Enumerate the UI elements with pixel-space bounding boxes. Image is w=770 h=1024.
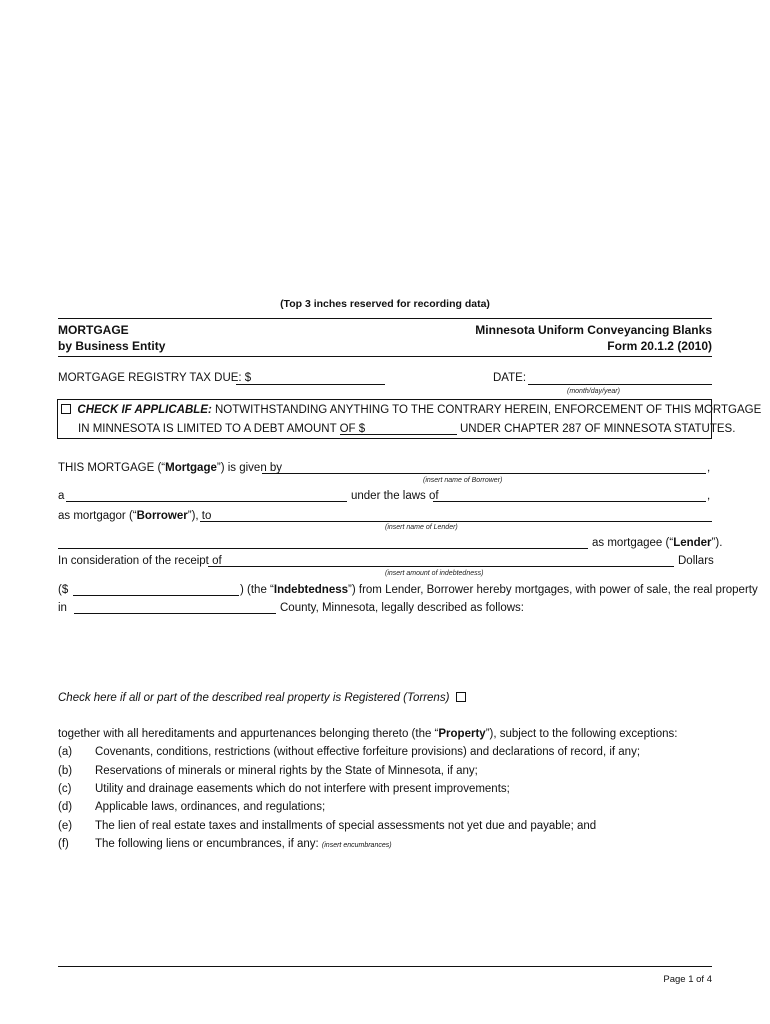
exception-letter: (b)	[58, 765, 73, 777]
debt-limit-text2b: UNDER CHAPTER 287 OF MINNESOTA STATUTES.	[460, 423, 736, 435]
mortgagor-label	[58, 510, 211, 522]
check-applicable-label: CHECK IF APPLICABLE:	[77, 404, 212, 416]
amount-hint: (insert amount of indebtedness)	[385, 570, 484, 577]
mortgage-pre: THIS MORTGAGE (“	[58, 462, 166, 474]
dollars-label: Dollars	[678, 555, 714, 567]
form-series: Minnesota Uniform Conveyancing Blanks	[475, 323, 712, 337]
form-subtitle: by Business Entity	[58, 339, 166, 353]
footer-rule	[58, 966, 712, 967]
exception-text: Applicable laws, ordinances, and regulations;	[95, 801, 326, 813]
debt-amount-field[interactable]	[340, 434, 457, 435]
paren-dollar: ($	[58, 584, 69, 596]
form-number: Form 20.1.2 (2010)	[607, 339, 712, 353]
tax-due-field[interactable]	[236, 384, 385, 385]
comma-2: ,	[707, 490, 711, 502]
exception-f-text: The following liens or encumbrances, if any:	[95, 838, 322, 850]
mortgage-post: ”) is given by	[216, 462, 283, 474]
debt-limit-line1	[61, 404, 761, 416]
entity-type-field[interactable]	[66, 501, 347, 502]
mortgagee-post: ”).	[711, 537, 723, 549]
form-title: MORTGAGE	[58, 323, 129, 337]
exception-text: Reservations of minerals or mineral rights by the State of Minnesota, if any;	[95, 765, 478, 777]
mortgagor-post: ”), to	[187, 510, 212, 522]
header-rule	[58, 318, 712, 319]
torrens-text: Check here if all or part of the described real property is Registered (Torrens)	[58, 692, 450, 704]
page-number: Page 1 of 4	[663, 974, 712, 985]
a-label: a	[58, 490, 65, 502]
lender-name-field[interactable]	[200, 521, 712, 522]
debt-limit-checkbox[interactable]	[61, 404, 71, 414]
borrower-term: Borrower	[136, 510, 188, 522]
exception-letter: (e)	[58, 820, 73, 832]
recording-reserved-note: (Top 3 inches reserved for recording data)	[280, 298, 490, 310]
torrens-line	[58, 692, 466, 704]
debt-limit-text1: NOTWITHSTANDING ANYTHING TO THE CONTRARY HEREIN, ENFORCEMENT OF THIS MORTGAGE	[211, 404, 762, 416]
borrower-name-field[interactable]	[262, 473, 706, 474]
mortgage-term: Mortgage	[165, 462, 217, 474]
date-field[interactable]	[528, 384, 712, 385]
exception-letter: (a)	[58, 746, 73, 758]
laws-label: under the laws of	[351, 490, 439, 502]
encumbrance-hint: (insert encumbrances)	[321, 842, 392, 849]
together-post: ”), subject to the following exceptions:	[485, 728, 678, 740]
indebt-post: ”) from Lender, Borrower hereby mortgages, with power of sale, the real property	[348, 584, 758, 596]
consideration-label: In consideration of the receipt of	[58, 555, 222, 567]
lender-hint: (insert name of Lender)	[385, 524, 458, 531]
comma-1: ,	[707, 462, 711, 474]
in-label: in	[58, 602, 67, 614]
mortgagor-pre: as mortgagor (“	[58, 510, 137, 522]
mortgagee-label	[592, 537, 722, 549]
torrens-checkbox[interactable]	[456, 692, 466, 702]
exception-letter: (f)	[58, 838, 69, 850]
together-pre: together with all hereditaments and appurtenances belonging thereto (the “	[58, 728, 439, 740]
mortgage-intro	[58, 462, 282, 474]
exception-letter: (d)	[58, 801, 73, 813]
tax-due-label: MORTGAGE REGISTRY TAX DUE: $	[58, 372, 252, 384]
jurisdiction-field[interactable]	[433, 501, 706, 502]
county-text: County, Minnesota, legally described as follows:	[280, 602, 524, 614]
mortgagee-pre: as mortgagee (“	[592, 537, 674, 549]
exception-text-f	[95, 838, 392, 850]
lender-name-field-2[interactable]	[58, 548, 588, 549]
indebtedness-text	[240, 584, 758, 596]
exception-letter: (c)	[58, 783, 72, 795]
debt-limit-text2a: IN MINNESOTA IS LIMITED TO A DEBT AMOUNT OF $	[78, 423, 366, 435]
property-intro	[58, 728, 677, 740]
indebtedness-term: Indebtedness	[273, 584, 349, 596]
amount-words-field[interactable]	[208, 566, 674, 567]
date-hint: (month/day/year)	[567, 388, 620, 395]
amount-numeric-field[interactable]	[73, 595, 239, 596]
county-field[interactable]	[74, 613, 276, 614]
lender-term: Lender	[673, 537, 712, 549]
title-rule	[58, 356, 712, 357]
borrower-hint: (insert name of Borrower)	[423, 477, 503, 484]
indebt-pre: ) (the “	[240, 584, 274, 596]
exception-text: Covenants, conditions, restrictions (without effective forfeiture provisions) and declarations of record, if any;	[95, 746, 641, 758]
property-term: Property	[438, 728, 486, 740]
exception-text: Utility and drainage easements which do not interfere with present improvements;	[95, 783, 510, 795]
exception-text: The lien of real estate taxes and installments of special assessments not yet due and payable; and	[95, 820, 597, 832]
date-label: DATE:	[493, 372, 527, 384]
